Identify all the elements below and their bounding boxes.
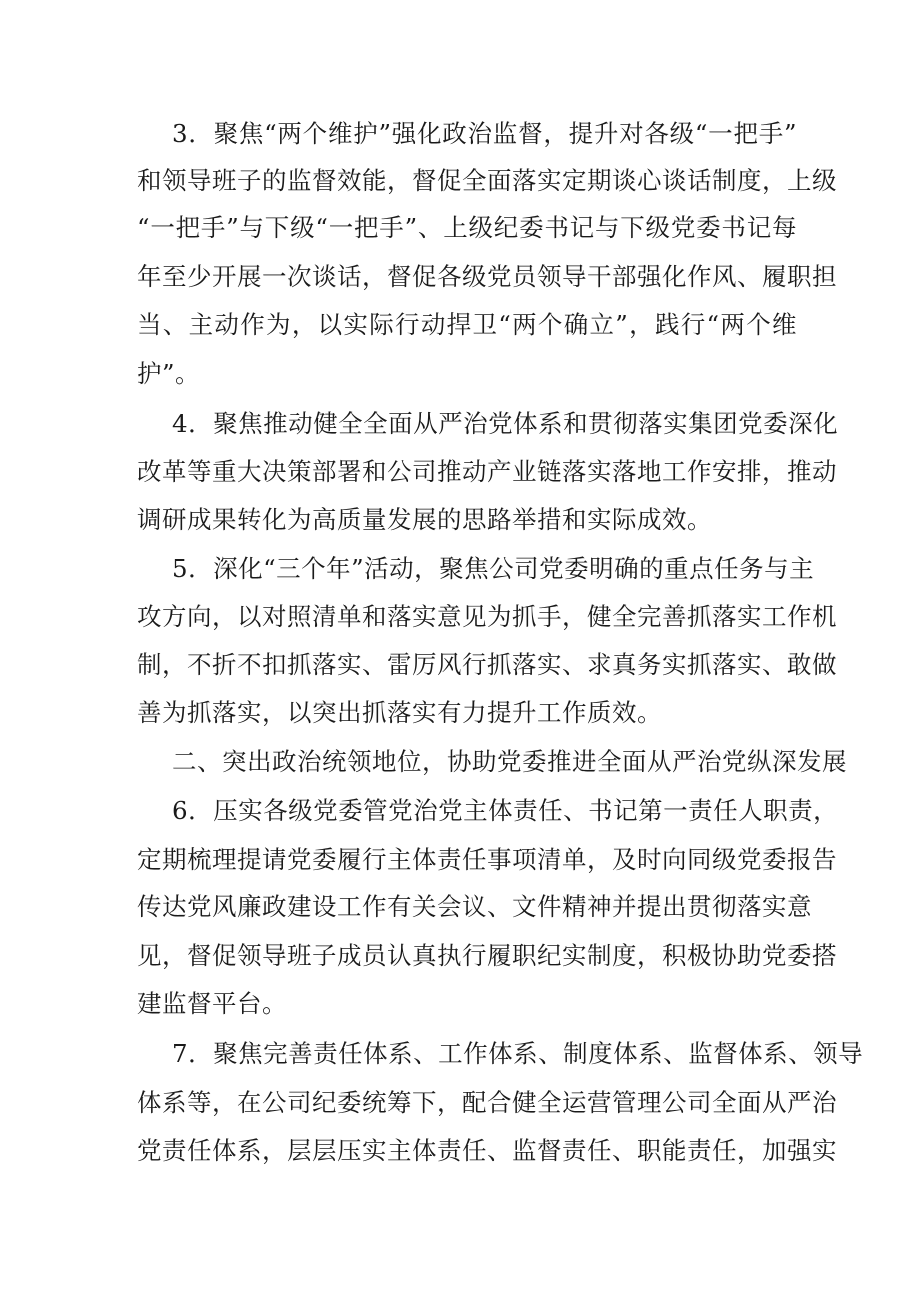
text-line: “一把手”与下级“一把手”、上级纪委书记与下级党委书记每 [137, 213, 797, 242]
text-line: 党责任体系，层层压实主体责任、监督责任、职能责任，加强实 [137, 1136, 837, 1165]
text-line: 见，督促领导班子成员认真执行履职纪实制度，积极协助党委搭 [137, 941, 837, 970]
text-line: 4．聚焦推动健全全面从严治党体系和贯彻落实集团党委深化 [172, 409, 839, 438]
text-line: 调研成果转化为高质量发展的思路举措和实际成效。 [137, 505, 712, 534]
text-line: 体系等，在公司纪委统筹下，配合健全运营管理公司全面从严治 [137, 1088, 837, 1117]
text-line: 年至少开展一次谈话，督促各级党员领导干部强化作风、履职担 [137, 262, 837, 291]
text-line: 攻方向，以对照清单和落实意见为抓手，健全完善抓落实工作机 [137, 602, 837, 631]
text-line: 3．聚焦“两个维护”强化政治监督，提升对各级“一把手” [172, 119, 797, 148]
text-line: 传达党风廉政建设工作有关会议、文件精神并提出贯彻落实意 [137, 892, 812, 921]
text-line: 善为抓落实，以突出抓落实有力提升工作质效。 [137, 698, 662, 727]
text-line: 定期梳理提请党委履行主体责任事项清单，及时向同级党委报告 [137, 845, 837, 874]
text-line: 制，不折不扣抓落实、雷厉风行抓落实、求真务实抓落实、敢做 [137, 650, 837, 679]
text-line: 建监督平台。 [137, 989, 287, 1018]
section-heading-text: 二、突出政治统领地位，协助党委推进全面从严治党纵深发展 [172, 747, 847, 776]
text-line: 改革等重大决策部署和公司推动产业链落实落地工作安排，推动 [137, 457, 837, 486]
text-line: 7．聚焦完善责任体系、工作体系、制度体系、监督体系、领导 [172, 1039, 864, 1068]
text-line: 护”。 [137, 359, 201, 388]
text-line: 5．深化“三个年”活动，聚焦公司党委明确的重点任务与主 [172, 554, 815, 583]
text-line: 和领导班子的监督效能，督促全面落实定期谈心谈话制度，上级 [137, 166, 837, 195]
text-line: 当、主动作为，以实际行动捍卫“两个确立”，践行“两个维 [137, 310, 797, 339]
text-line: 6．压实各级党委管党治党主体责任、书记第一责任人职责， [172, 796, 839, 825]
